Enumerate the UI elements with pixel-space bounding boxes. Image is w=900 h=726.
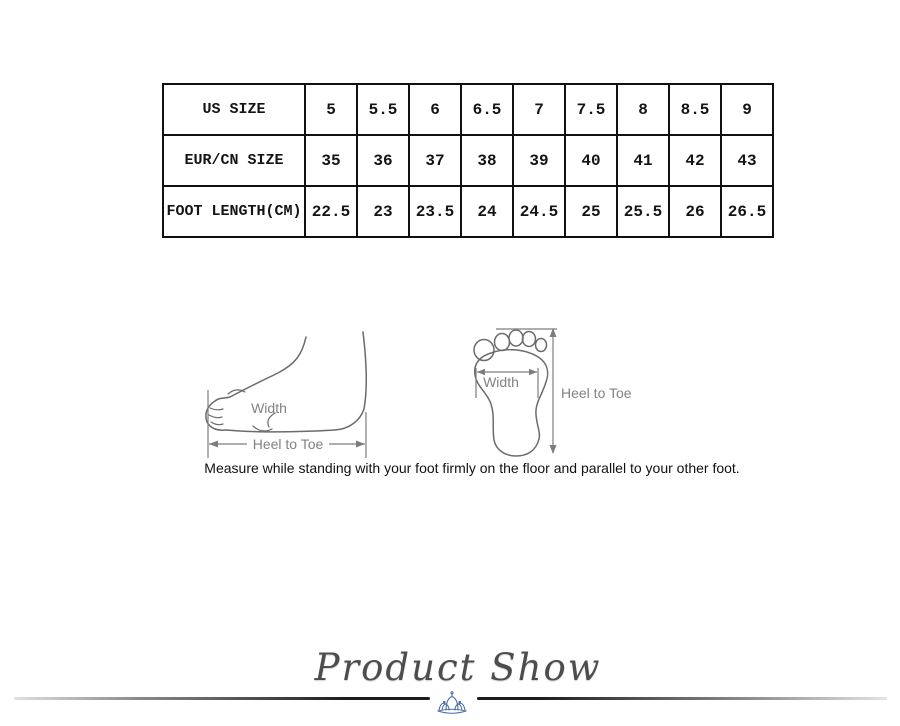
table-cell: 23 <box>357 186 409 237</box>
table-cell: 7 <box>513 84 565 135</box>
side-heel-to-toe-label: Heel to Toe <box>252 436 324 452</box>
table-cell: 9 <box>721 84 773 135</box>
table-cell: 6.5 <box>461 84 513 135</box>
table-cell: 25.5 <box>617 186 669 237</box>
table-row-us-size <box>163 84 773 135</box>
divider-line-right <box>477 697 887 700</box>
row-label-us-size: US SIZE <box>163 84 305 135</box>
table-cell: 35 <box>305 135 357 186</box>
table-cell: 8 <box>617 84 669 135</box>
row-label-eur-cn-size: EUR/CN SIZE <box>163 135 305 186</box>
table-cell: 5.5 <box>357 84 409 135</box>
crown-icon <box>436 691 468 716</box>
table-cell: 25 <box>565 186 617 237</box>
table-cell: 24 <box>461 186 513 237</box>
table-cell: 37 <box>409 135 461 186</box>
table-row-eur-cn-size <box>163 135 773 186</box>
side-width-label: Width <box>251 400 287 416</box>
table-cell: 40 <box>565 135 617 186</box>
table-cell: 7.5 <box>565 84 617 135</box>
sole-width-label: Width <box>483 374 519 390</box>
table-cell: 22.5 <box>305 186 357 237</box>
table-row-foot-length <box>163 186 773 237</box>
table-cell: 5 <box>305 84 357 135</box>
section-title-product-show: Product Show <box>314 646 602 689</box>
row-label-foot-length: FOOT LENGTH(CM) <box>163 186 305 237</box>
foot-sole-view-illustration <box>474 328 632 456</box>
table-cell: 26 <box>669 186 721 237</box>
table-cell: 23.5 <box>409 186 461 237</box>
shoe-size-table <box>162 83 774 238</box>
table-cell: 38 <box>461 135 513 186</box>
table-cell: 26.5 <box>721 186 773 237</box>
divider-line-left <box>14 697 430 700</box>
foot-measurement-diagram <box>185 312 645 464</box>
measurement-instruction: Measure while standing with your foot firmly on the floor and parallel to your other foot. <box>204 460 740 476</box>
sole-heel-to-toe-label: Heel to Toe <box>561 385 632 401</box>
table-cell: 6 <box>409 84 461 135</box>
table-cell: 36 <box>357 135 409 186</box>
table-cell: 42 <box>669 135 721 186</box>
table-cell: 41 <box>617 135 669 186</box>
table-cell: 8.5 <box>669 84 721 135</box>
table-cell: 24.5 <box>513 186 565 237</box>
table-cell: 43 <box>721 135 773 186</box>
table-cell: 39 <box>513 135 565 186</box>
foot-side-view-illustration <box>206 332 366 458</box>
